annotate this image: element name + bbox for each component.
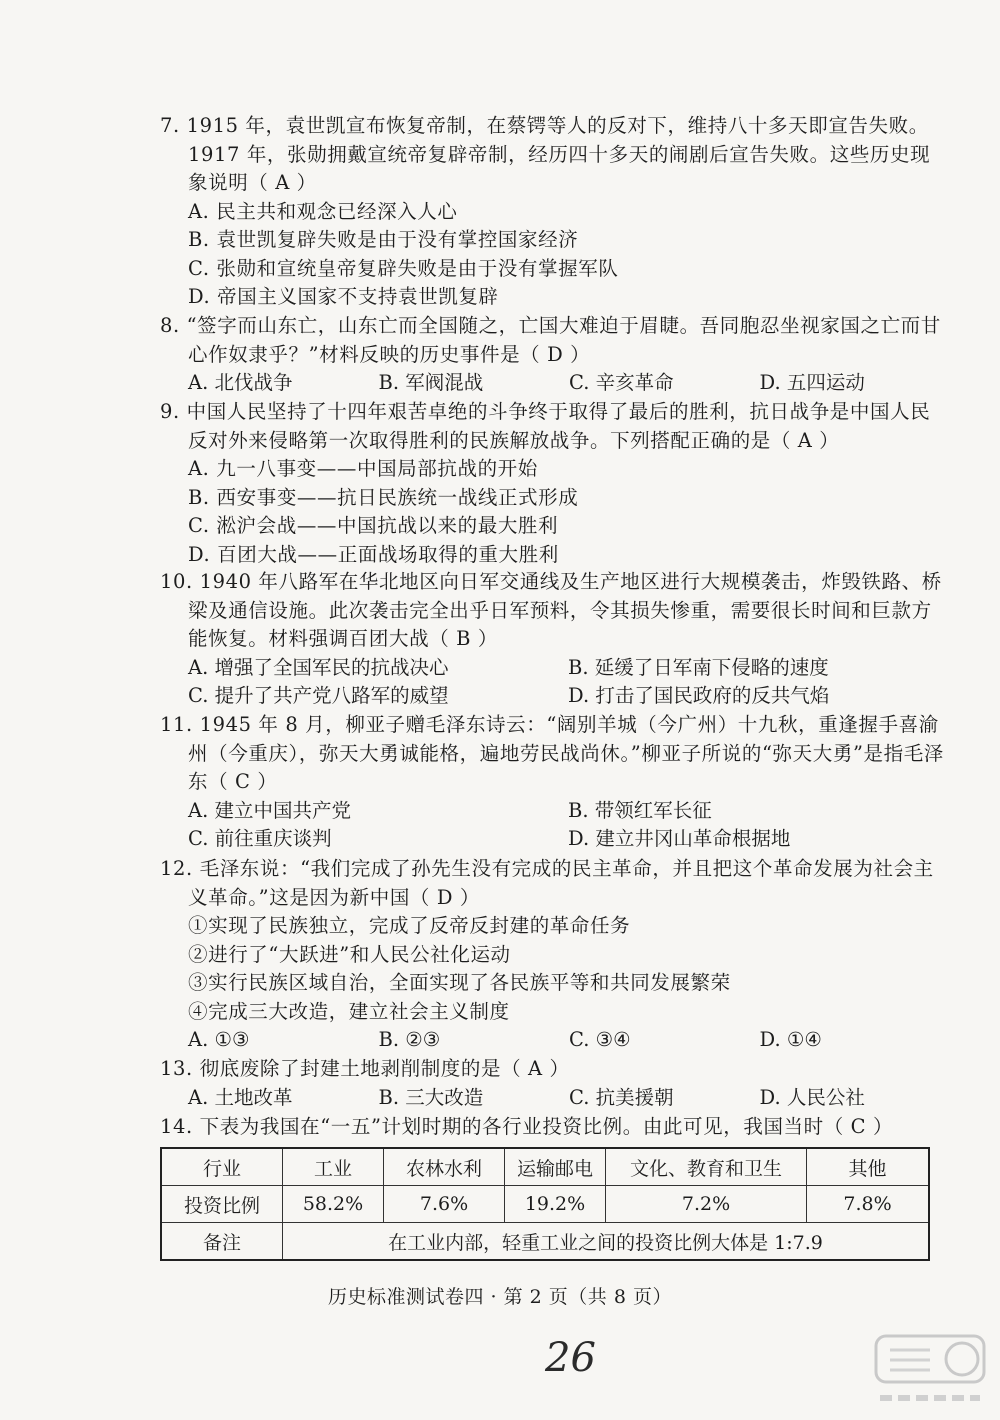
option-d: D. 建立井冈山革命根据地	[568, 827, 791, 850]
table-cell: 7.2%	[606, 1186, 807, 1223]
options-row	[188, 369, 950, 398]
table-header-cell: 农林水利	[384, 1148, 505, 1186]
question-stem: 10. 1940 年八路军在华北地区向日军交通线及生产地区进行大规模袭击，炸毁铁路、桥梁及通信设施。此次袭击完全出乎日军预料，令其损失惨重，需要很长时间和巨款方能恢复。材料强调百团大战（ B ）	[160, 570, 942, 650]
option-c: C. 提升了共产党八路军的威望	[188, 684, 449, 707]
statement-1: ①实现了民族独立，完成了反帝反封建的革命任务	[188, 914, 631, 937]
table-cell: 58.2%	[283, 1186, 384, 1223]
option-d: D. 帝国主义国家不支持袁世凯复辟	[188, 285, 499, 308]
option-c: C. 抗美援朝	[569, 1085, 674, 1109]
question-9	[160, 398, 950, 569]
option-d: D. 人民公社	[759, 1085, 865, 1109]
question-7	[160, 112, 950, 312]
option-d: D. ①④	[759, 1028, 822, 1051]
options-row	[188, 1026, 950, 1055]
handwritten-page-number: 26	[545, 1335, 596, 1381]
option-b: B. 三大改造	[378, 1085, 484, 1109]
page-footer: 历史标准测试卷四 · 第 2 页（共 8 页）	[328, 1286, 672, 1308]
options-row	[188, 1084, 950, 1113]
options-row	[188, 682, 950, 711]
option-a: A. 建立中国共产党	[188, 798, 351, 822]
option-a: A. 北伐战争	[188, 371, 293, 394]
table-header-cell: 文化、教育和卫生	[606, 1148, 807, 1186]
question-stem: 11. 1945 年 8 月，柳亚子赠毛泽东诗云：“阔别羊城（今广州）十九秋，重逢握手喜渝州（今重庆），弥天大勇诚能格，遍地劳民战尚休。”柳亚子所说的“弥天大勇”是指毛泽东（ C ）	[160, 713, 944, 793]
option-a: A. 九一八事变——中国局部抗战的开始	[188, 457, 538, 480]
option-d: D. 五四运动	[759, 371, 865, 394]
options-row	[188, 825, 950, 854]
statement-4: ④完成三大改造，建立社会主义制度	[188, 999, 510, 1023]
option-b: B. 带领红军长征	[568, 798, 712, 822]
watermark-logo-icon	[870, 1330, 990, 1410]
question-stem: 12. 毛泽东说：“我们完成了孙先生没有完成的民主革命，并且把这个革命发展为社会主义革命。”这是因为新中国（ D ）	[160, 857, 934, 909]
table-cell: 19.2%	[505, 1186, 606, 1223]
option-b: B. 延缓了日军南下侵略的速度	[568, 655, 829, 679]
option-b: B. 袁世凯复辟失败是由于没有掌控国家经济	[188, 228, 579, 251]
question-10	[160, 568, 950, 711]
option-c: C. 淞沪会战——中国抗战以来的最大胜利	[188, 514, 559, 537]
option-a: A. 增强了全国军民的抗战决心	[188, 655, 449, 679]
table-header-row	[161, 1148, 929, 1186]
investment-table	[160, 1147, 930, 1261]
option-a: A. 民主共和观念已经深入人心	[188, 199, 458, 223]
question-14	[160, 1113, 950, 1142]
option-b: B. 军阀混战	[378, 371, 484, 394]
question-stem: 14. 下表为我国在“一五”计划时期的各行业投资比例。由此可见，我国当时（ C ）	[160, 1115, 894, 1138]
question-11	[160, 711, 950, 854]
options-row	[188, 654, 950, 683]
table-header-cell: 工业	[283, 1148, 384, 1186]
question-stem: 8. “签字而山东亡，山东亡而全国随之，亡国大难迫于眉睫。吾同胞忍坐视家国之亡而甘心作奴隶乎？”材料反映的历史事件是（ D ）	[160, 314, 941, 366]
option-c: C. 张勋和宣统皇帝复辟失败是由于没有掌握军队	[188, 256, 619, 280]
option-c: C. 辛亥革命	[569, 371, 674, 394]
option-d: D. 百团大战——正面战场取得的重大胜利	[188, 542, 559, 566]
option-c: C. ③④	[569, 1028, 631, 1051]
table-row-label: 投资比例	[161, 1186, 283, 1223]
table-note: 在工业内部，轻重工业之间的投资比例大体是 1:7.9	[283, 1223, 930, 1261]
statement-2: ②进行了“大跃进”和人民公社化运动	[188, 942, 511, 966]
table-row-label: 备注	[161, 1223, 283, 1261]
question-stem: 7. 1915 年，袁世凯宣布恢复帝制，在蔡锷等人的反对下，维持八十多天即宣告失败。1917 年，张勋拥戴宣统帝复辟帝制，经历四十多天的闹剧后宣告失败。这些历史现象说明（ A ）	[160, 114, 931, 194]
statement-3: ③实行民族区域自治，全面实现了各民族平等和共同发展繁荣	[188, 971, 731, 994]
question-12	[160, 855, 950, 1055]
question-stem: 13. 彻底废除了封建土地剥削制度的是（ A ）	[160, 1057, 570, 1080]
table-header-cell: 其他	[807, 1148, 930, 1186]
option-d: D. 打击了国民政府的反共气焰	[568, 684, 830, 707]
options-row	[188, 797, 950, 826]
question-stem: 9. 中国人民坚持了十四年艰苦卓绝的斗争终于取得了最后的胜利，抗日战争是中国人民反对外来侵略第一次取得胜利的民族解放战争。下列搭配正确的是（ A ）	[160, 400, 931, 452]
option-c: C. 前往重庆谈判	[188, 827, 332, 850]
table-cell: 7.8%	[807, 1186, 930, 1223]
table-header-cell: 运输邮电	[505, 1148, 606, 1186]
table-header-cell: 行业	[161, 1148, 283, 1186]
option-a: A. ①③	[188, 1028, 250, 1051]
option-a: A. 土地改革	[188, 1085, 293, 1109]
question-8	[160, 312, 950, 398]
option-b: B. 西安事变——抗日民族统一战线正式形成	[188, 485, 579, 509]
option-b: B. ②③	[378, 1028, 441, 1051]
question-13	[160, 1055, 950, 1112]
table-cell: 7.6%	[384, 1186, 505, 1223]
table-row	[161, 1186, 929, 1223]
table-row	[161, 1223, 929, 1261]
